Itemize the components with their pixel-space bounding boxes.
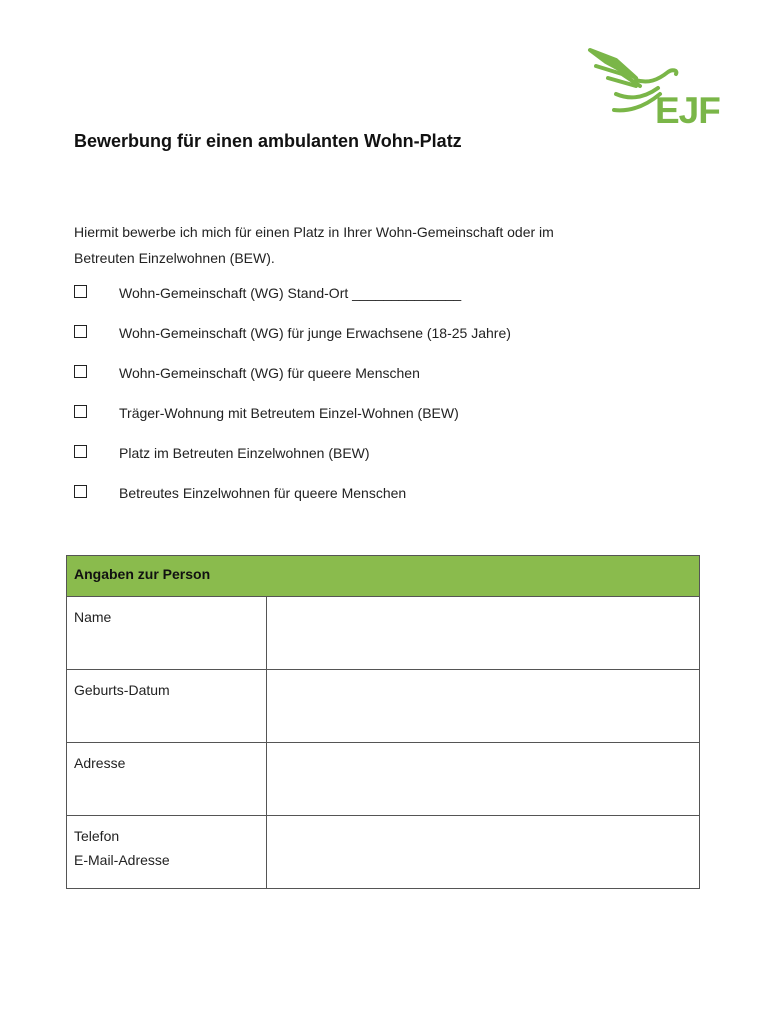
checkbox-wg-standort[interactable] xyxy=(74,285,87,298)
option-bew-queere-menschen xyxy=(74,483,694,523)
row-label xyxy=(67,743,267,816)
row-label xyxy=(67,670,267,743)
logo-wordmark: EJF xyxy=(655,90,720,131)
table-row-name xyxy=(67,597,700,670)
option-wg-standort xyxy=(74,283,694,323)
option-platz-bew xyxy=(74,443,694,483)
table-row-geburtsdatum xyxy=(67,670,700,743)
option-traeger-wohnung-bew xyxy=(74,403,694,443)
option-label: Wohn-Gemeinschaft (WG) für queere Menschen xyxy=(119,365,420,381)
intro-line-1: Hiermit bewerbe ich mich für einen Platz in Ihrer Wohn-Gemeinschaft oder im xyxy=(74,224,554,240)
adresse-field[interactable] xyxy=(267,743,700,816)
option-wg-junge-erwachsene xyxy=(74,323,694,363)
geburtsdatum-field[interactable] xyxy=(267,670,700,743)
name-label: Name xyxy=(74,609,112,625)
adresse-label: Adresse xyxy=(74,755,126,771)
checkbox-wg-junge-erwachsene[interactable] xyxy=(74,325,87,338)
row-label xyxy=(67,816,267,889)
checkbox-wg-queere-menschen[interactable] xyxy=(74,365,87,378)
table-row-adresse xyxy=(67,743,700,816)
kontakt-field[interactable] xyxy=(267,816,700,889)
option-label: Wohn-Gemeinschaft (WG) für junge Erwachsene (18-25 Jahre) xyxy=(119,325,511,341)
option-label: Wohn-Gemeinschaft (WG) Stand-Ort ______________ xyxy=(119,285,462,301)
row-label xyxy=(67,597,267,670)
page-title: Bewerbung für einen ambulanten Wohn-Platz xyxy=(74,131,462,151)
email-label: E-Mail-Adresse xyxy=(74,852,170,868)
checkbox-platz-bew[interactable] xyxy=(74,445,87,458)
person-details-table xyxy=(66,555,700,889)
intro-line-2: Betreuten Einzelwohnen (BEW). xyxy=(74,250,275,266)
checkbox-traeger-wohnung-bew[interactable] xyxy=(74,405,87,418)
table-header: Angaben zur Person xyxy=(67,556,700,597)
telefon-label: Telefon xyxy=(74,828,120,844)
option-label: Platz im Betreuten Einzelwohnen (BEW) xyxy=(119,445,370,461)
name-field[interactable] xyxy=(267,597,700,670)
option-wg-queere-menschen xyxy=(74,363,694,403)
option-label: Träger-Wohnung mit Betreutem Einzel-Wohnen (BEW) xyxy=(119,405,459,421)
table-row-kontakt xyxy=(67,816,700,889)
intro-text xyxy=(74,219,674,271)
geburtsdatum-label: Geburts-Datum xyxy=(74,682,170,698)
checkbox-bew-queere-menschen[interactable] xyxy=(74,485,87,498)
option-label: Betreutes Einzelwohnen für queere Menschen xyxy=(119,485,407,501)
housing-options-list xyxy=(74,283,694,523)
